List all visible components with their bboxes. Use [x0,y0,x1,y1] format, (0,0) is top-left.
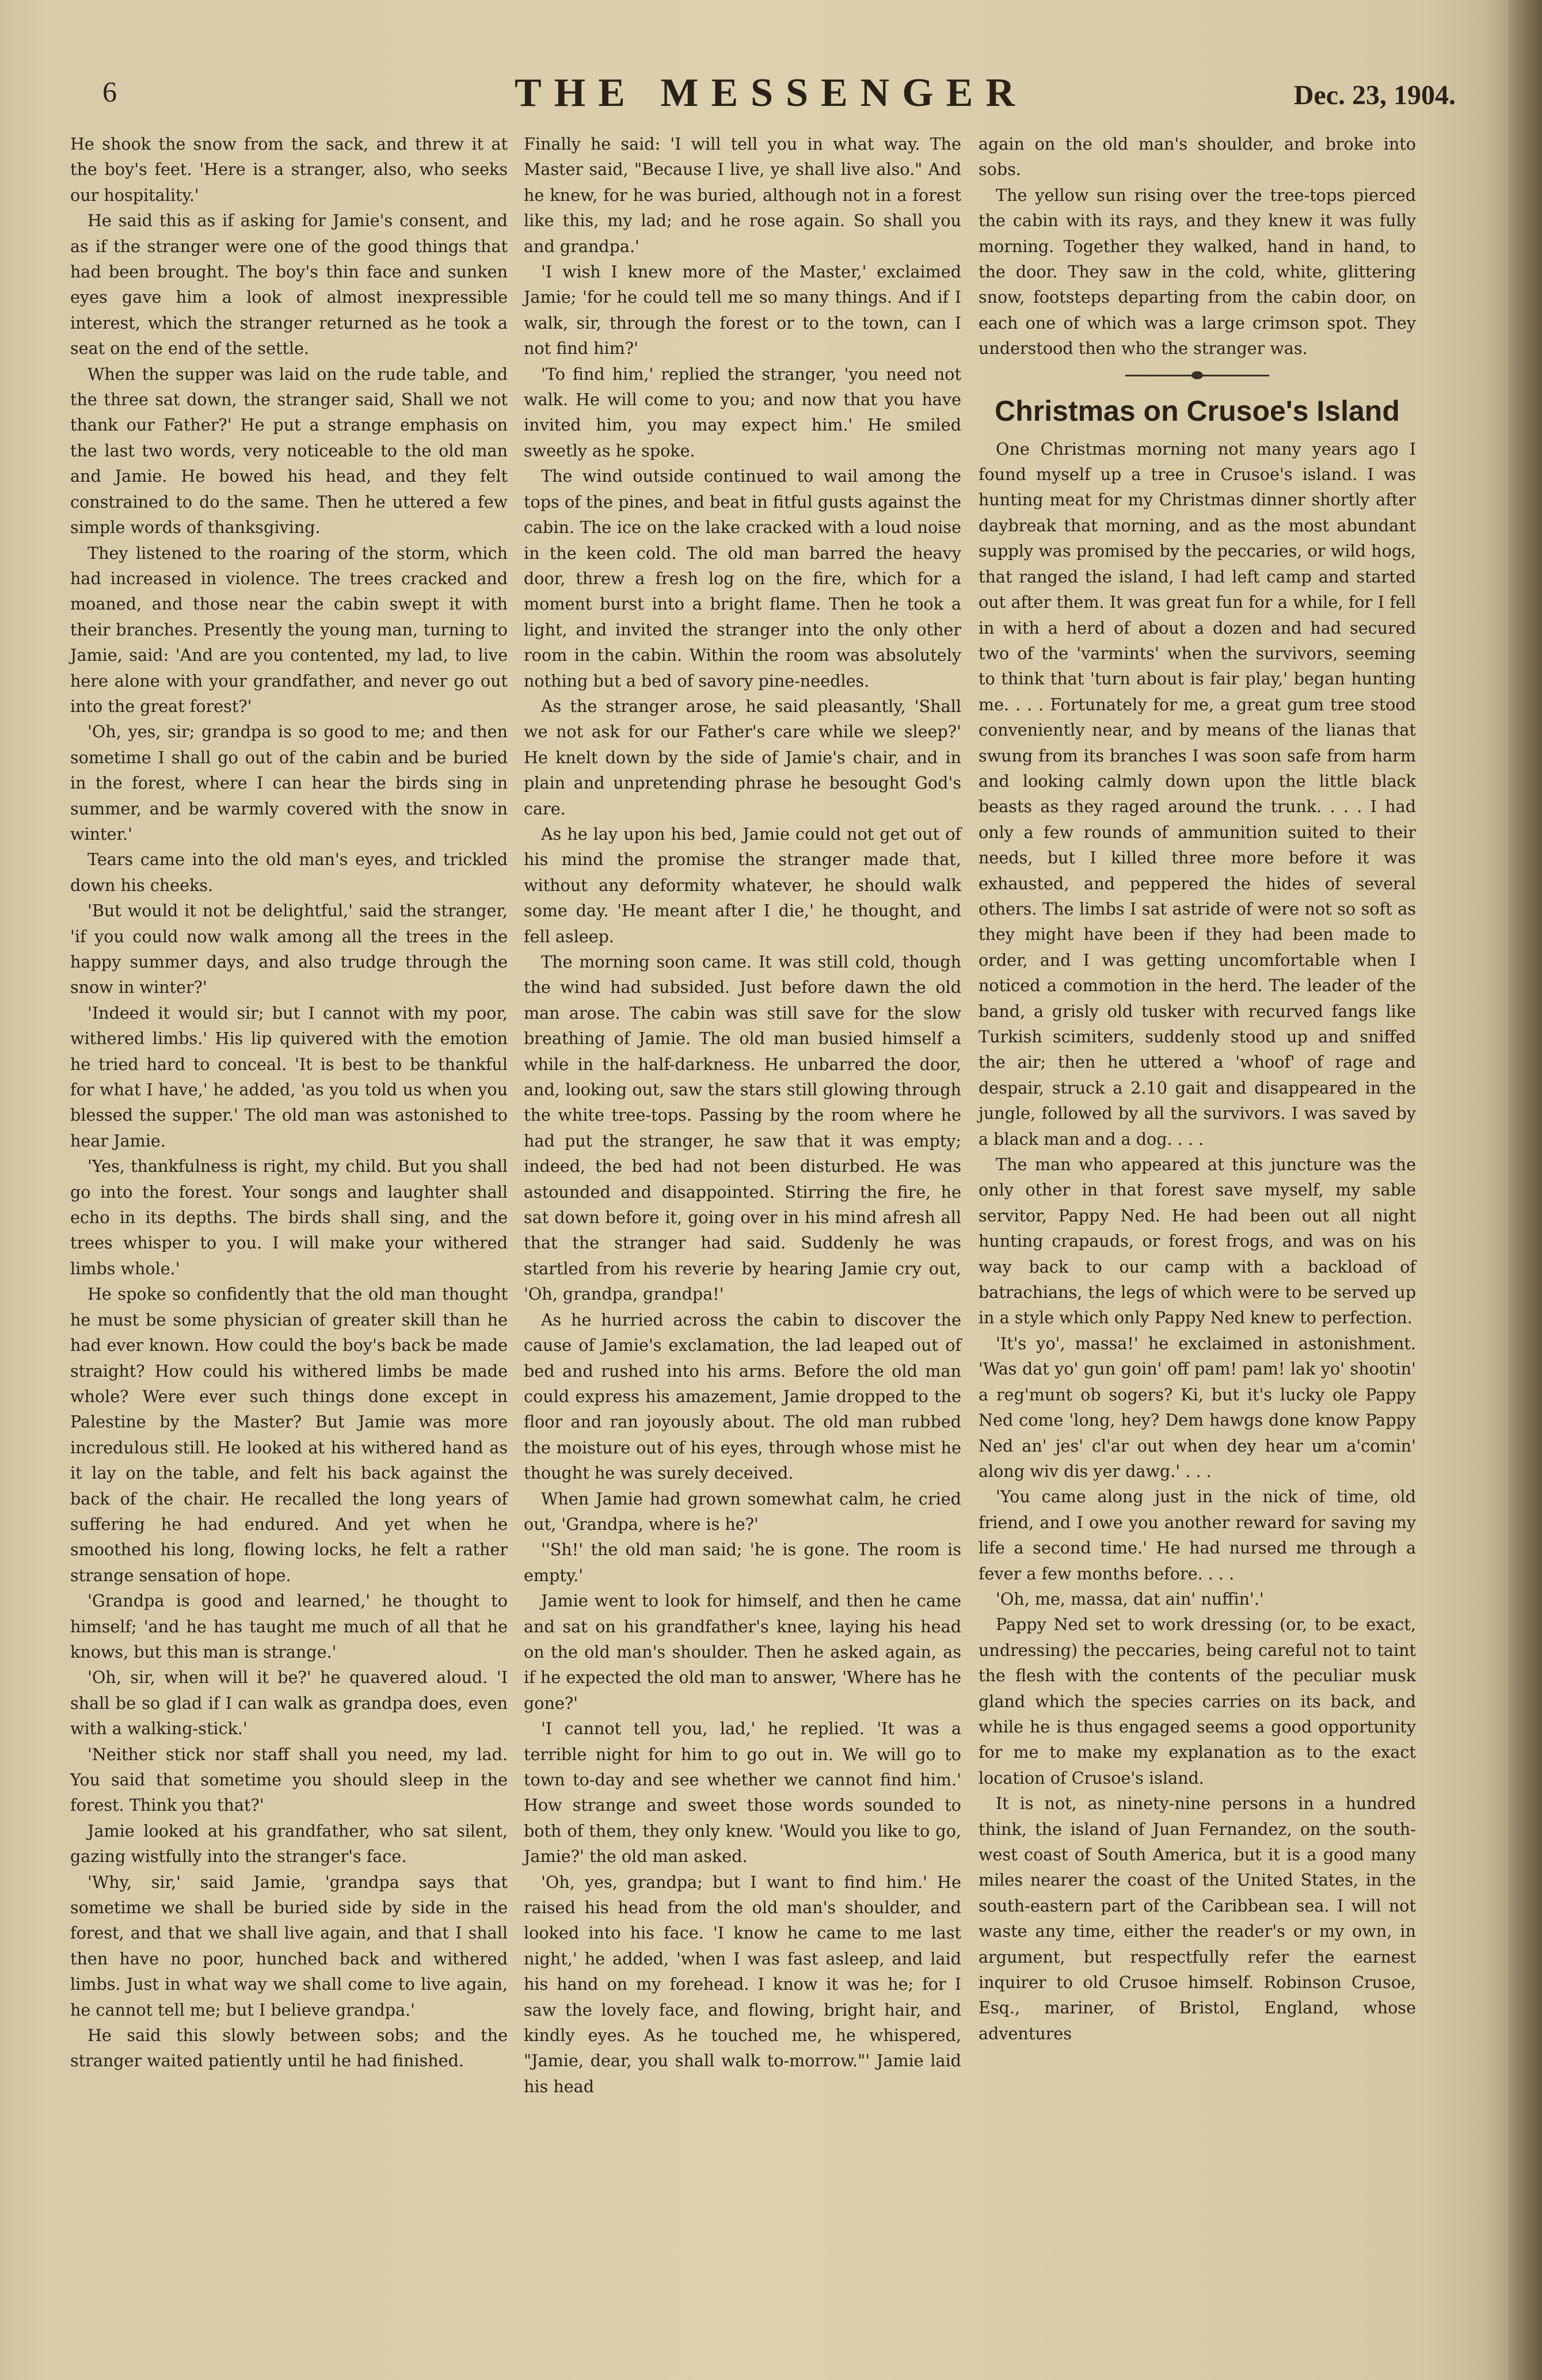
paragraph: He said this as if asking for Jamie's consent, and as if the stranger were one of the good things that had been brought. The boy's thin face and sunken eyes gave him a look of almost inexpressible interest, which the stranger returned as he took a seat on the end of the settle. [70,211,508,359]
paragraph: Finally he said: 'I will tell you in what way. The Master said, "Because I live, ye shall live also." And he knew, for he was buried, although not in a forest like this, my lad; and he rose again. So shall you and grandpa.' [524,134,961,256]
paragraph: It is not, as ninety-nine persons in a hundred think, the island of Juan Fernandez, on the south-west coast of South America, but it is a good many miles nearer the coast of the United States, in the south-eastern part of the Caribbean sea. I will not waste any time, either the reader's or my own, in argument, but respectfully refer the earnest inquirer to old Crusoe himself. Robinson Crusoe, Esq., mariner, of Bristol, England, whose adventures [978,1793,1416,2043]
column-1 [70,131,508,2074]
paragraph: 'Why, sir,' said Jamie, 'grandpa says that sometime we shall be buried side by side in the forest, and that we shall live again, and that I shall then have no poor, hunched back and withered limbs. Just in what way we shall come to live again, he cannot tell me; but I believe grandpa.' [70,1872,508,2020]
paragraph: He said this slowly between sobs; and the stranger waited patiently until he had finished. [70,2025,508,2071]
paragraph: again on the old man's shoulder, and broke into sobs. [978,134,1416,180]
paragraph: 'Oh, yes, sir; grandpa is so good to me; and then sometime I shall go out of the cabin and be buried in the forest, where I can hear the birds sing in summer, and be warmly covered with the snow in winter.' [70,722,508,844]
paragraph: As he lay upon his bed, Jamie could not get out of his mind the promise the stranger made that, without any deformity whatever, he should walk some day. 'He meant after I die,' he thought, and fell asleep. [524,824,961,946]
paragraph: Jamie went to look for himself, and then he came and sat on his grandfather's knee, laying his head on the old man's shoulder. Then he asked again, as if he expected the old man to answer, 'Where has he gone?' [524,1591,961,1713]
article-title: Christmas on Crusoe's Island [995,394,1400,427]
section-divider [978,361,1416,390]
paragraph: The wind outside continued to wail among the tops of the pines, and beat in fitful gusts against the cabin. The ice on the lake cracked with a loud noise in the keen cold. The old man barred the heavy door, threw a fresh log on the fire, which for a moment burst into a bright flame. Then he took a light, and invited the stranger into the only other room in the cabin. Within the room was absolutely nothing but a bed of savory pine-needles. [524,466,961,691]
paragraph: They listened to the roaring of the storm, which had increased in violence. The trees cracked and moaned, and those near the cabin swept it with their branches. Presently the young man, turning to Jamie, said: 'And are you contented, my lad, to live here alone with your grandfather, and never go out into the great forest?' [70,543,508,716]
paragraph: As the stranger arose, he said pleasantly, 'Shall we not ask for our Father's care while we sleep?' He knelt down by the side of Jamie's chair, and in plain and unpretending phrase he besought God's care. [524,696,961,818]
paragraph: When the supper was laid on the rude table, and the three sat down, the stranger said, Shall we not thank our Father?' He put a strange emphasis on the last two words, very noticeable to the old man and Jamie. He bowed his head, and they felt constrained to do the same. Then he uttered a few simple words of thanksgiving. [70,364,508,538]
paragraph: 'Indeed it would sir; but I cannot with my poor, withered limbs.' His lip quivered with the emotion he tried hard to conceal. 'It is best to be thankful for what I have,' he added, 'as you told us when you blessed the supper.' The old man was astonished to hear Jamie. [70,1003,508,1151]
paragraph: Pappy Ned set to work dressing (or, to be exact, undressing) the peccaries, being careful not to taint the flesh with the contents of the peculiar musk gland which the species carries on its back, and while he is thus engaged seems a good opportunity for me to make my explanation as to the exact location of Crusoe's island. [978,1614,1416,1788]
paragraph: 'I cannot tell you, lad,' he replied. 'It was a terrible night for him to go out in. We will go to town to-day and see whether we cannot find him.' How strange and sweet those words sounded to both of them, they only knew. 'Would you like to go, Jamie?' the old man asked. [524,1719,961,1867]
paragraph: One Christmas morning not many years ago I found myself up a tree in Crusoe's island. I was hunting meat for my Christmas dinner shortly after daybreak that morning, and as the most abundant supply was promised by the peccaries, or wild hogs, that ranged the island, I had left camp and started out after them. It was great fun for a while, for I fell in with a herd of about a dozen and had secured two of the 'varmints' when the survivors, seeming to think that 'turn about is fair play,' began hunting me. . . . Fortunately for me, a great gum tree stood conveniently near, and by means of the lianas that swung from its branches I was soon safe from harm and looking calmly down upon the little black beasts as they raged around the trunk. . . . I had only a few rounds of ammunition suited to their needs, but I killed three more before it was exhausted, and peppered the hides of several others. The limbs I sat astride of were not so soft as they might have been if they had been made to order, and I was getting uncomfortable when I noticed a commotion in the herd. The leader of the band, a grisly old tusker with recurved fangs like Turkish scimiters, suddenly stood up and sniffed the air; then he uttered a 'whoof' of rage and despair, struck a 2.10 gait and disappeared in the jungle, followed by all the survivors. I was saved by a black man and a dog. . . . [978,439,1416,1149]
paragraph: Jamie looked at his grandfather, who sat silent, gazing wistfully into the stranger's face. [70,1821,508,1867]
paragraph: The yellow sun rising over the tree-tops pierced the cabin with its rays, and they knew it was fully morning. Together they walked, hand in hand, to the door. They saw in the cold, white, glittering snow, footsteps departing from the cabin door, on each one of which was a large crimson spot. They understood then who the stranger was. [978,185,1416,359]
story-ending [978,131,1416,361]
paragraph: 'I wish I knew more of the Master,' exclaimed Jamie; 'for he could tell me so many things. And if I walk, sir, through the forest or to the town, can I not find him?' [524,262,961,359]
paragraph: 'Oh, sir, when will it be?' he quavered aloud. 'I shall be so glad if I can walk as grandpa does, even with a walking-stick.' [70,1667,508,1739]
page-header [86,69,1456,127]
masthead-title: THE MESSENGER [515,71,1027,115]
paragraph: The man who appeared at this juncture was the only other in that forest save myself, my sable servitor, Pappy Ned. He had been out all night hunting crapauds, or forest frogs, and was on his way back to our camp with a backload of batrachians, the legs of which were to be served up in a style which only Pappy Ned knew to perfection. [978,1155,1416,1328]
paragraph: 'Oh, yes, grandpa; but I want to find him.' He raised his head from the old man's shoulder, and looked into his face. 'I know he came to me last night,' he added, 'when I was fast asleep, and laid his hand on my forehead. I know it was he; for I saw the lovely face, and flowing, bright hair, and kindly eyes. As he touched me, he whispered, "Jamie, dear, you shall walk to-morrow."' Jamie laid his head [524,1872,961,2096]
paragraph: When Jamie had grown somewhat calm, he cried out, 'Grandpa, where is he?' [524,1488,961,1534]
paragraph: 'You came along just in the nick of time, old friend, and I owe you another reward for saving my life a second time.' He had nursed me through a fever a few months before. . . . [978,1487,1416,1583]
paragraph: 'To find him,' replied the stranger, 'you need not walk. He will come to you; and now that you have invited him, you may expect him.' He smiled sweetly as he spoke. [524,364,961,460]
paragraph: As he hurried across the cabin to discover the cause of Jamie's exclamation, the lad leaped out of bed and rushed into his arms. Before the old man could express his amazement, Jamie dropped to the floor and ran joyously about. The old man rubbed the moisture out of his eyes, through whose mist he thought he was surely deceived. [524,1309,961,1483]
column-3 [978,131,1416,2046]
paragraph: ''Sh!' the old man said; 'he is gone. The room is empty.' [524,1540,961,1585]
article-body [978,436,1416,2047]
paragraph: The morning soon came. It was still cold, though the wind had subsided. Just before dawn the old man arose. The cabin was still save for the slow breathing of Jamie. The old man busied himself a while in the half-darkness. He unbarred the door, and, looking out, saw the stars still glowing through the white tree-tops. Passing by the room where he had put the stranger, he saw that it was empty; indeed, the bed had not been disturbed. He was astounded and disappointed. Stirring the fire, he sat down before it, going over in his mind afresh all that the stranger had said. Suddenly he was startled from his reverie by hearing Jamie cry out, 'Oh, grandpa, grandpa!' [524,952,961,1304]
paragraph: He shook the snow from the sack, and threw it at the boy's feet. 'Here is a stranger, also, who seeks our hospitality.' [70,134,508,205]
page-number: 6 [102,75,117,108]
paragraph: He spoke so confidently that the old man thought he must be some physician of greater skill than he had ever known. How could the boy's back be made straight? How could his withered limbs be made whole? Were ever such things done except in Palestine by the Master? But Jamie was more incredulous still. He looked at his withered hand as it lay on the table, and felt his back against the back of the chair. He recalled the long years of suffering he had endured. And yet when he smoothed his long, flowing locks, he felt a rather strange sensation of hope. [70,1284,508,1585]
issue-date: Dec. 23, 1904. [1293,80,1456,111]
paragraph: 'Neither stick nor staff shall you need, my lad. You said that sometime you should sleep in the forest. Think you that?' [70,1744,508,1815]
paragraph: 'Grandpa is good and learned,' he thought to himself; 'and he has taught me much of all that he knows, but this man is strange.' [70,1591,508,1662]
paragraph: 'It's yo', massa!' he exclaimed in astonishment. 'Was dat yo' gun goin' off pam! pam! lak yo' shootin' a reg'munt ob sogers? Ki, but it's lucky ole Pappy Ned come 'long, hey? Dem hawgs done know Pappy Ned an' jes' cl'ar out when dey hear um a'comin' along wiv dis yer dawg.' . . . [978,1333,1416,1481]
paragraph: 'Oh, me, massa, dat ain' nuffin'.' [996,1589,1264,1609]
page-edge-shadow [1508,0,1542,2380]
column-2 [524,131,961,2099]
paragraph: Tears came into the old man's eyes, and trickled down his cheeks. [70,850,508,895]
paragraph: 'Yes, thankfulness is right, my child. But you shall go into the forest. Your songs and laughter shall echo in its depths. The birds shall sing, and the trees whisper to you. I will make your withered limbs whole.' [70,1156,508,1278]
paragraph: 'But would it not be delightful,' said the stranger, 'if you could now walk among all the trees in the happy summer days, and also trudge through the snow in winter?' [70,901,508,997]
